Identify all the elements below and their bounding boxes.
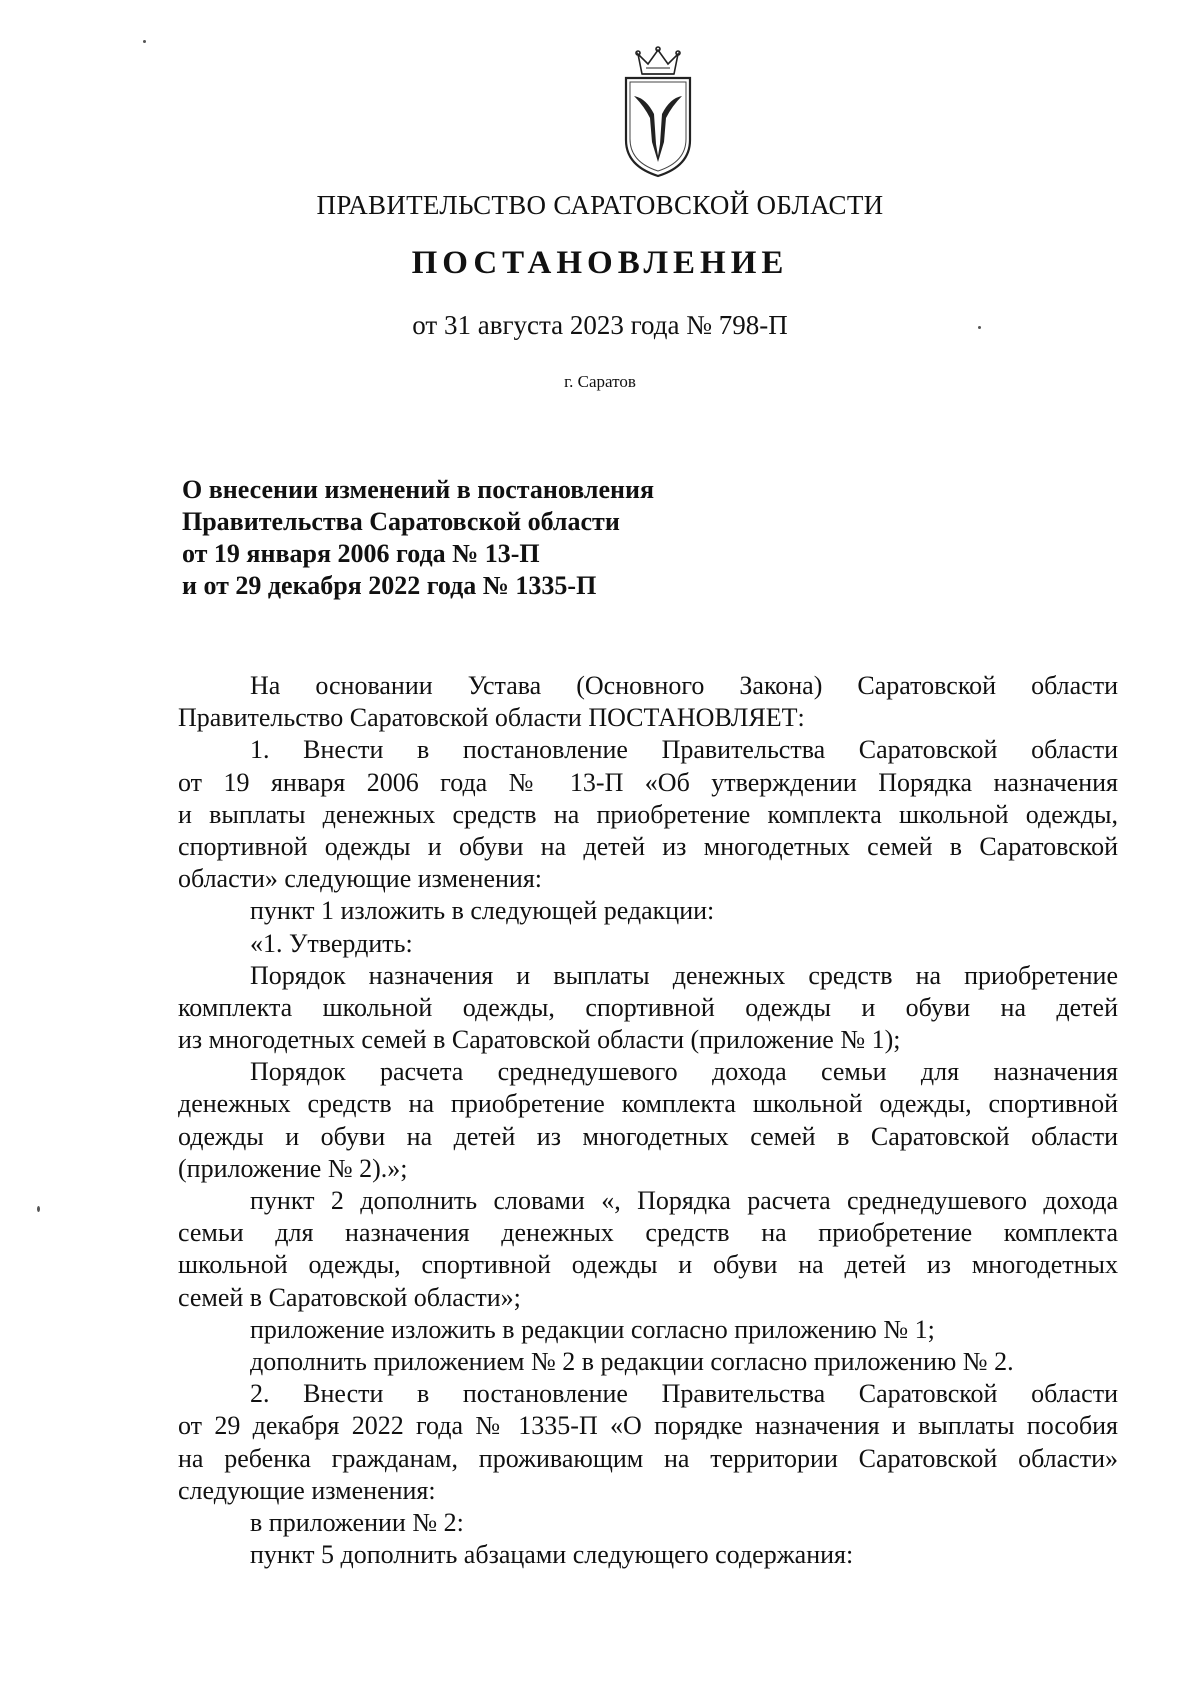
scan-speck xyxy=(37,1206,40,1212)
body-line: пункт 1 изложить в следующей редакции: xyxy=(250,896,715,926)
body-line: из многодетных семей в Саратовской области (приложение № 1); xyxy=(178,1025,901,1055)
body-line: дополнить приложением № 2 в редакции согласно приложению № 2. xyxy=(250,1346,1014,1376)
body-line: следующие изменения: xyxy=(178,1475,436,1505)
document-type: ПОСТАНОВЛЕНИЕ xyxy=(411,245,789,281)
document-city: г. Саратов xyxy=(564,372,636,391)
body-line: области» следующие изменения: xyxy=(178,864,543,894)
body-line: На основании Устава (Основного Закона) Саратовской области xyxy=(250,671,1118,700)
government-name: ПРАВИТЕЛЬСТВО САРАТОВСКОЙ ОБЛАСТИ xyxy=(316,190,884,220)
scan-speck xyxy=(143,40,146,43)
document-body xyxy=(178,670,1118,1571)
body-line: (приложение № 2).»; xyxy=(178,1153,408,1183)
body-line: приложение изложить в редакции согласно приложению № 1; xyxy=(250,1314,935,1344)
body-line: семей в Саратовской области»; xyxy=(178,1282,521,1312)
document-subject xyxy=(182,474,782,602)
subject-line: и от 29 декабря 2022 года № 1335-П xyxy=(182,571,597,600)
body-line: 2. Внести в постановление Правительства Саратовской области xyxy=(250,1379,1118,1409)
subject-line: от 19 января 2006 года № 13-П xyxy=(182,539,540,568)
body-line: семьи для назначения денежных средств на приобретение комплекта xyxy=(178,1218,1118,1248)
body-line: 1. Внести в постановление Правительства Саратовской области xyxy=(250,735,1118,765)
body-line: школьной одежды, спортивной одежды и обуви на детей из многодетных xyxy=(178,1250,1118,1280)
body-line: и выплаты денежных средств на приобретение комплекта школьной одежды, xyxy=(178,799,1118,829)
body-line: комплекта школьной одежды, спортивной одежды и обуви на детей xyxy=(178,992,1118,1022)
coat-of-arms-icon xyxy=(620,44,696,180)
body-line: от 29 декабря 2022 года № 1335-П «О порядке назначения и выплаты пособия xyxy=(178,1411,1118,1441)
body-line: пункт 2 дополнить словами «, Порядка расчета среднедушевого дохода xyxy=(250,1186,1118,1215)
body-line: в приложении № 2: xyxy=(250,1507,464,1537)
body-line: «1. Утвердить: xyxy=(250,928,413,958)
body-line: от 19 января 2006 года № 13-П «Об утверждении Порядка назначения xyxy=(178,767,1118,797)
body-line: на ребенка гражданам, проживающим на территории Саратовской области» xyxy=(178,1443,1118,1473)
body-line: Порядок расчета среднедушевого дохода семьи для назначения xyxy=(250,1057,1118,1087)
body-line: Правительство Саратовской области ПОСТАНОВЛЯЕТ: xyxy=(178,703,805,733)
scan-speck xyxy=(978,326,981,329)
subject-line: Правительства Саратовской области xyxy=(182,507,620,536)
document-date-number: от 31 августа 2023 года № 798-П xyxy=(412,310,788,340)
subject-line: О внесении изменений в постановления xyxy=(182,475,655,504)
body-line: денежных средств на приобретение комплекта школьной одежды, спортивной xyxy=(178,1089,1118,1119)
body-line: пункт 5 дополнить абзацами следующего содержания: xyxy=(250,1540,854,1570)
body-line: Порядок назначения и выплаты денежных средств на приобретение xyxy=(250,960,1118,990)
body-line: спортивной одежды и обуви на детей из многодетных семей в Саратовской xyxy=(178,831,1118,861)
body-line: одежды и обуви на детей из многодетных семей в Саратовской области xyxy=(178,1121,1118,1151)
